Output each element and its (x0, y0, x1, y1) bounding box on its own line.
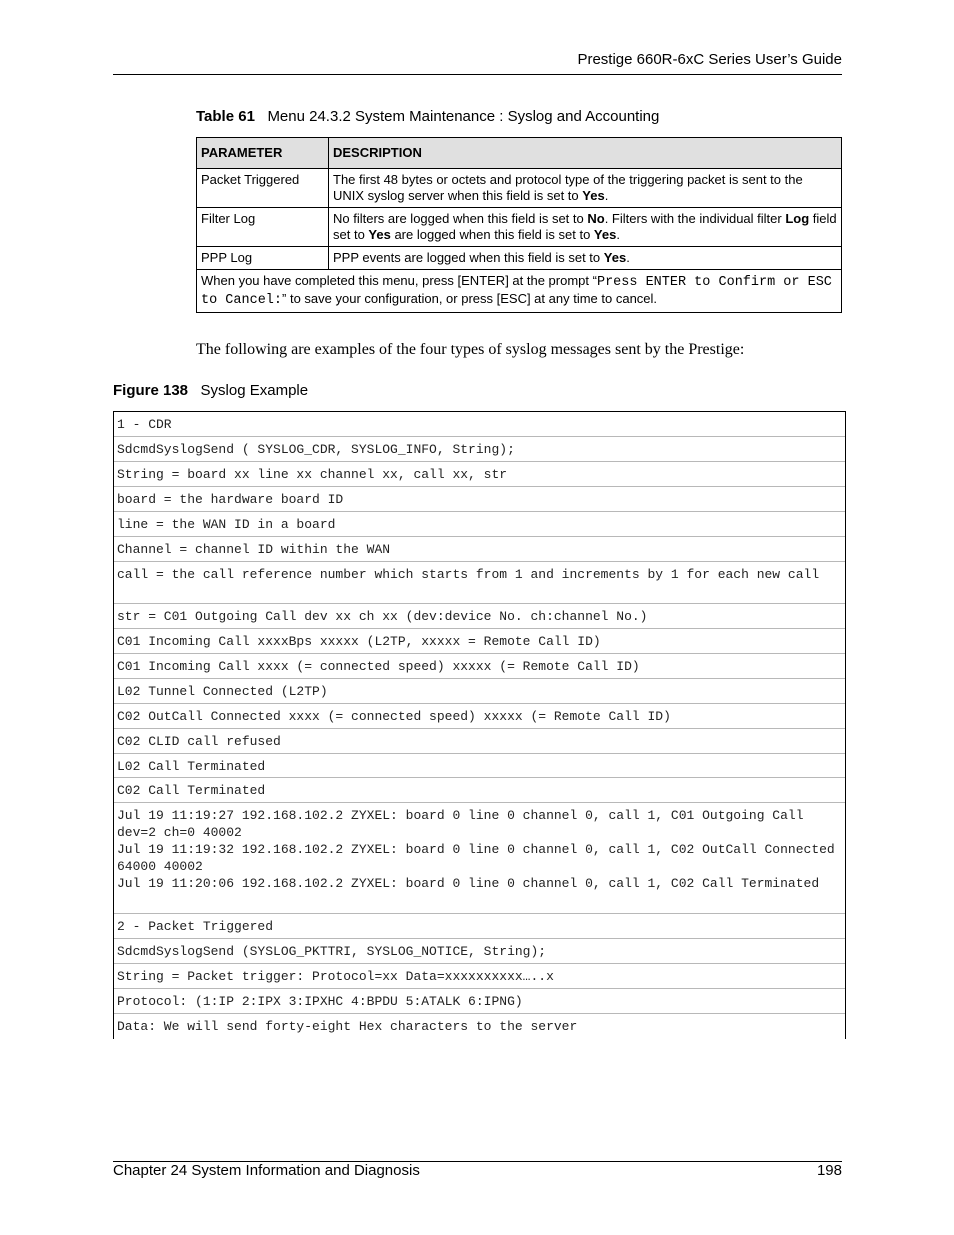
header-description: DESCRIPTION (329, 138, 842, 169)
table-label: Table 61 (196, 108, 255, 125)
table-header-row (197, 138, 842, 169)
code-line: Data: We will send forty-eight Hex characters to the server (117, 1019, 578, 1034)
code-line: L02 Tunnel Connected (L2TP) (114, 679, 845, 704)
code-line: Protocol: (1:IP 2:IPX 3:IPXHC 4:BPDU 5:ATALK 6:IPNG) (114, 989, 845, 1014)
code-line: C01 Incoming Call xxxx (= connected speed) xxxxx (= Remote Call ID) (114, 654, 845, 679)
param-cell: Filter Log (197, 208, 329, 247)
table-note-row (197, 270, 842, 313)
table-note: When you have completed this menu, press [ENTER] at the prompt “Press ENTER to Confirm or ESC to Cancel:” to save your configuration, or press [ESC] at any time to cancel. (197, 270, 842, 313)
header-rule (113, 74, 842, 75)
param-cell: PPP Log (197, 247, 329, 270)
table-caption-text: Menu 24.3.2 System Maintenance : Syslog and Accounting (267, 108, 660, 125)
parameter-table (196, 137, 842, 313)
code-line: SdcmdSyslogSend ( SYSLOG_CDR, SYSLOG_INFO, String); (114, 437, 845, 462)
code-line: L02 Call Terminated (114, 754, 845, 778)
param-cell: Packet Triggered (197, 169, 329, 208)
code-line: String = Packet trigger: Protocol=xx Data=xxxxxxxxxx…..x (114, 964, 845, 989)
intro-paragraph: The following are examples of the four types of syslog messages sent by the Prestige: (196, 341, 745, 358)
description-cell: No filters are logged when this field is set to No. Filters with the individual filter Log field set to Yes are logged when this field is set to Yes. (329, 208, 842, 247)
code-line: 2 - Packet Triggered (114, 914, 845, 939)
code-line: 1 - CDR (114, 412, 845, 437)
description-cell: The first 48 bytes or octets and protocol type of the triggering packet is sent to the UNIX syslog server when this field is set to Yes. (329, 169, 842, 208)
footer-chapter: Chapter 24 System Information and Diagnosis (113, 1162, 420, 1179)
code-line: String = board xx line xx channel xx, call xx, str (114, 462, 845, 487)
header-parameter: PARAMETER (197, 138, 329, 169)
syslog-example-box (113, 411, 846, 1039)
code-line: Channel = channel ID within the WAN (114, 537, 845, 562)
prompt-text: Press ENTER to Confirm or ESC to Cancel: (201, 275, 832, 308)
running-header: Prestige 660R-6xC Series User’s Guide (577, 51, 842, 68)
code-line: C02 OutCall Connected xxxx (= connected speed) xxxxx (= Remote Call ID) (114, 704, 845, 729)
figure-label: Figure 138 (113, 382, 189, 399)
table-caption (196, 108, 659, 125)
page-number: 198 (816, 1162, 842, 1179)
code-line: SdcmdSyslogSend (SYSLOG_PKTTRI, SYSLOG_NOTICE, String); (114, 939, 845, 964)
code-line: C02 CLID call refused (114, 729, 845, 754)
code-line: call = the call reference number which starts from 1 and increments by 1 for each new call (114, 562, 845, 604)
code-line: line = the WAN ID in a board (114, 512, 845, 537)
code-line: board = the hardware board ID (114, 487, 845, 512)
table-row (197, 247, 842, 270)
table-row (197, 208, 842, 247)
code-line-log-sample: Jul 19 11:19:27 192.168.102.2 ZYXEL: board 0 line 0 channel 0, call 1, C01 Outgoing Call dev=2 ch=0 40002 Jul 19 11:19:32 192.168.102.2 ZYXEL: board 0 line 0 channel 0, call 1, C02 OutCall Connected 64000 40002 Jul 19 11:20:06 192.168.102.2 ZYXEL: board 0 line 0 channel 0, call 1, C02 Call Terminated (114, 803, 845, 914)
description-cell: PPP events are logged when this field is set to Yes. (329, 247, 842, 270)
code-line: C02 Call Terminated (114, 778, 845, 803)
table-row (197, 169, 842, 208)
code-line: str = C01 Outgoing Call dev xx ch xx (dev:device No. ch:channel No.) (114, 604, 845, 629)
figure-caption (113, 382, 308, 399)
figure-caption-text: Syslog Example (200, 382, 309, 399)
code-line: C01 Incoming Call xxxxBps xxxxx (L2TP, xxxxx = Remote Call ID) (114, 629, 845, 654)
